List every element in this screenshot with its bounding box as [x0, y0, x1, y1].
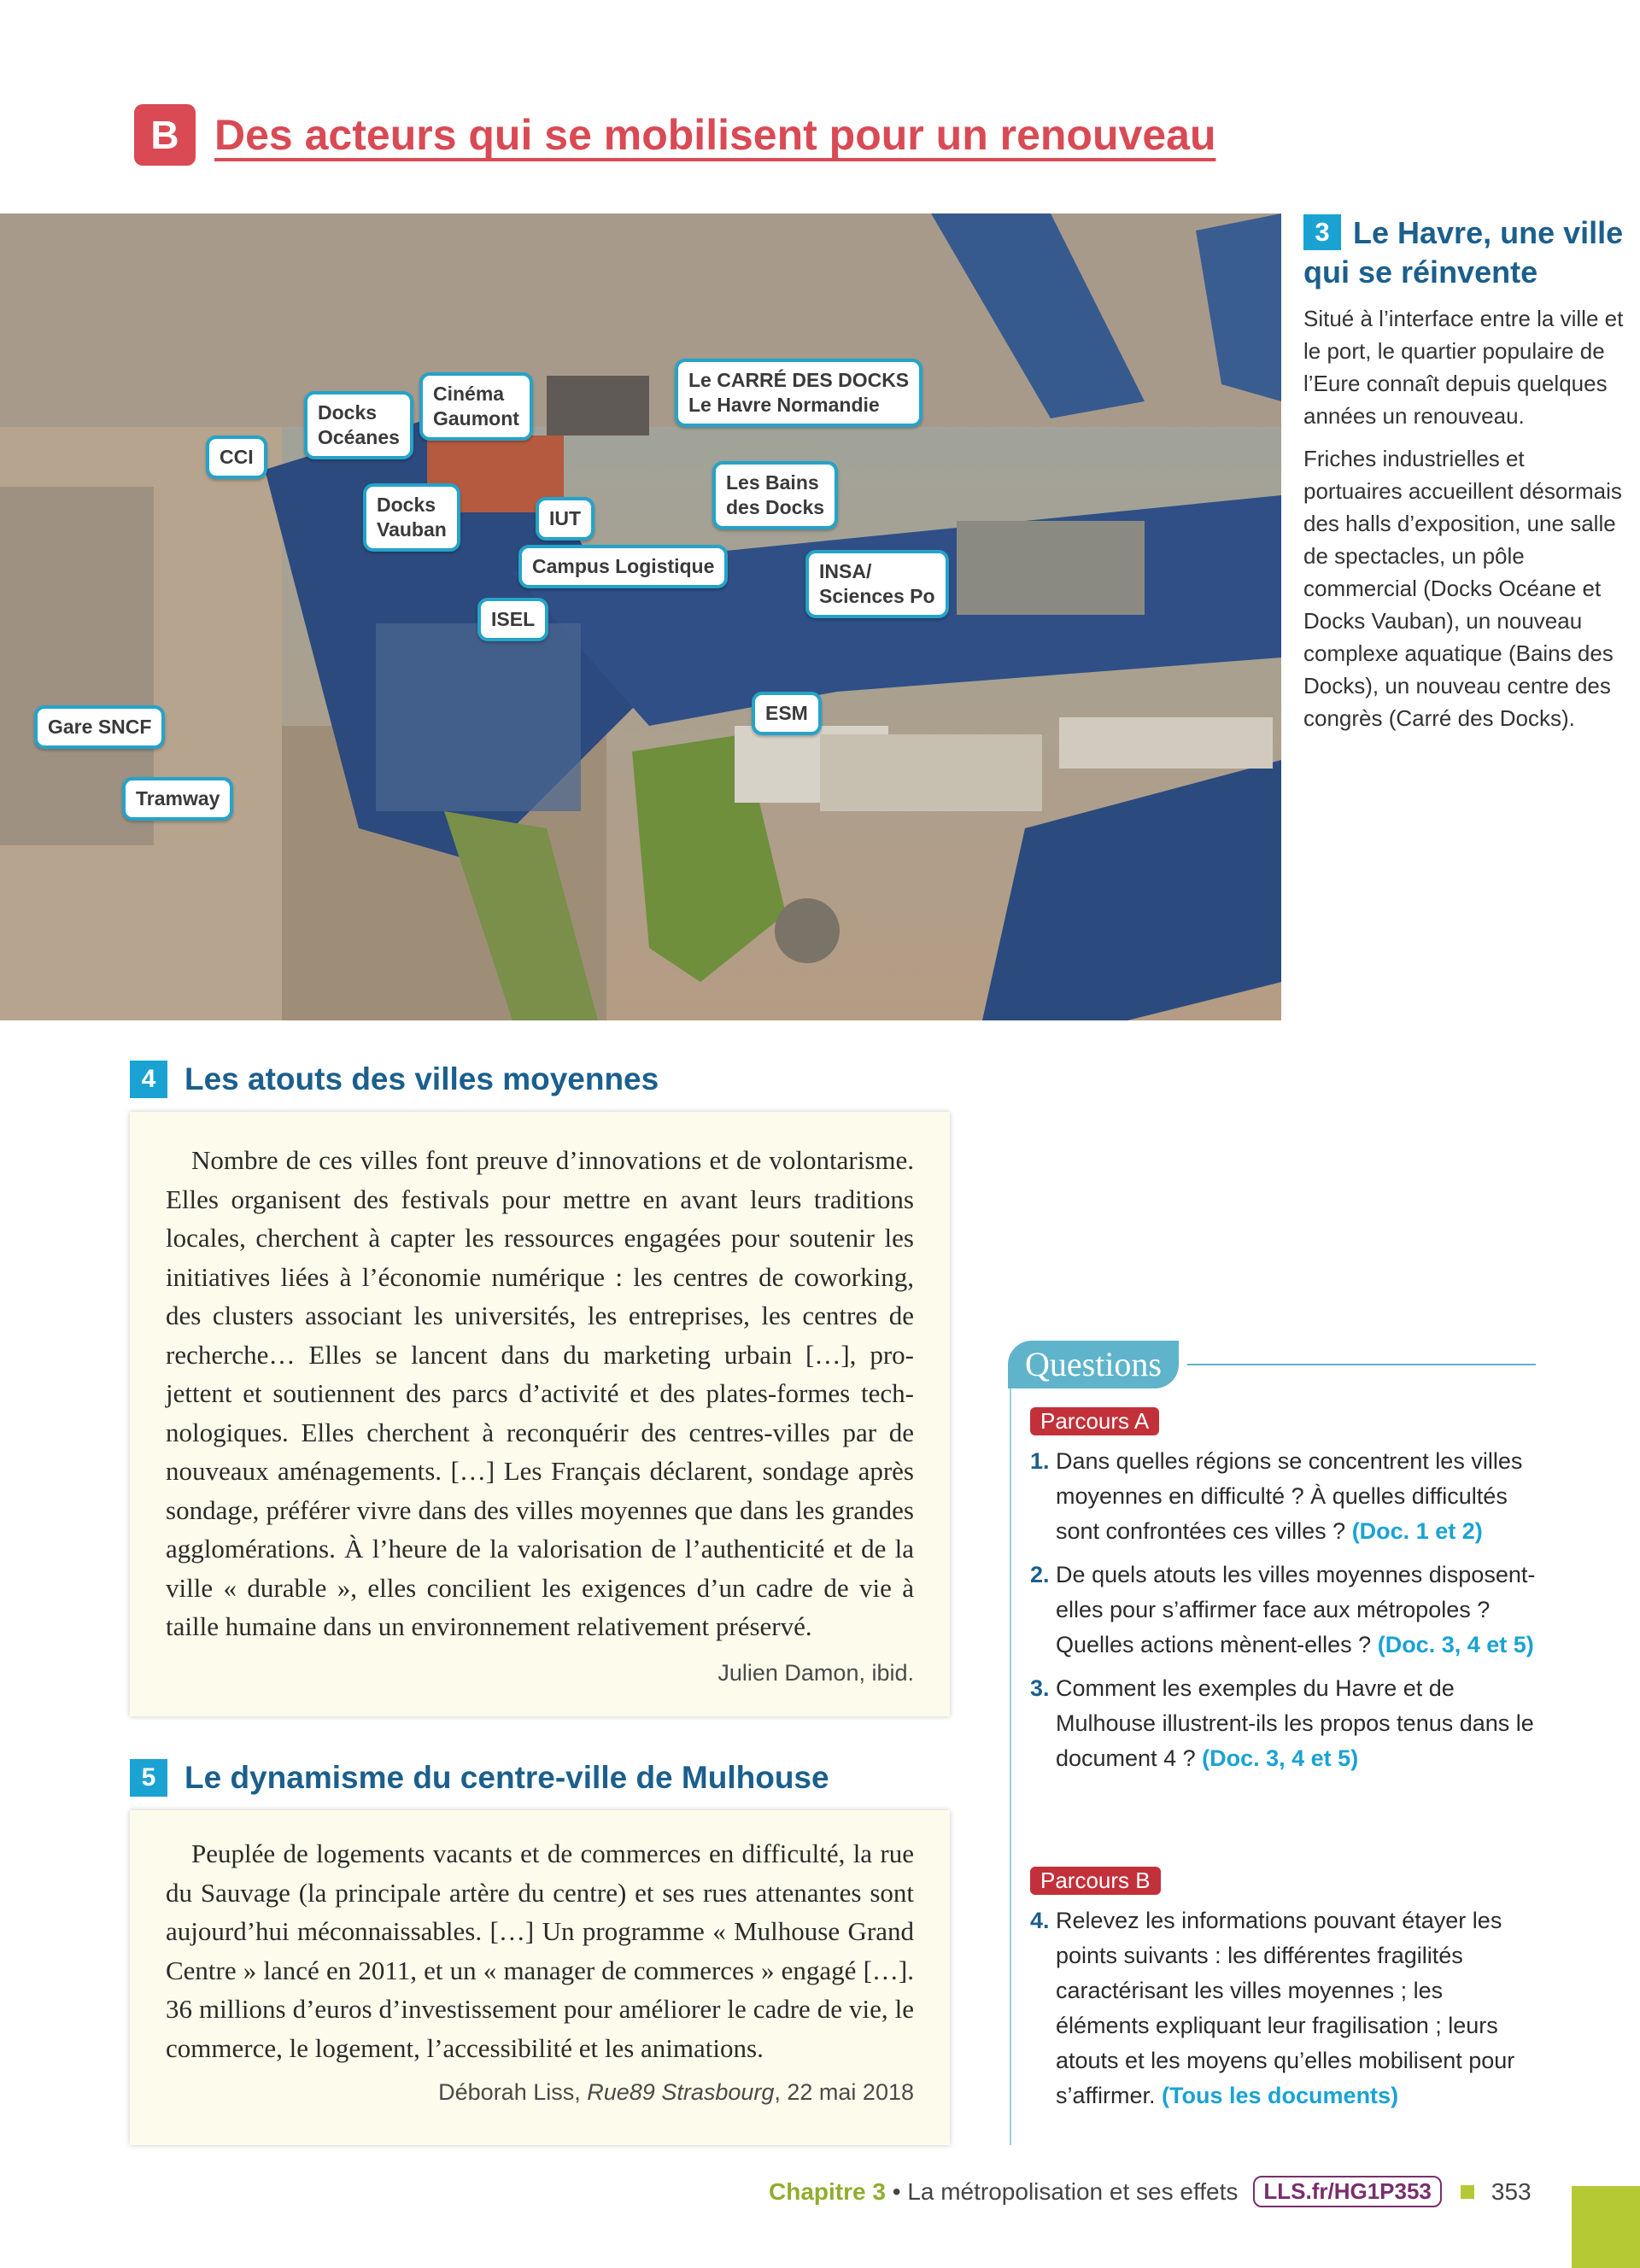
questions-rule — [1187, 1364, 1536, 1365]
doc4-source: Julien Damon, ibid. — [718, 1659, 914, 1686]
doc5-number: 5 — [130, 1759, 167, 1797]
doc5-source-author: Déborah Liss, — [438, 2079, 581, 2105]
parcours-a-badge: Parcours A — [1030, 1407, 1159, 1435]
photo-label-docks-vauban: Docks Vauban — [363, 483, 460, 552]
question-2-ref: (Doc. 3, 4 et 5) — [1377, 1632, 1534, 1657]
photo-label-insa-sciences-po: INSA/ Sciences Po — [805, 550, 949, 618]
doc5-source-date: , 22 mai 2018 — [774, 2079, 914, 2105]
question-3 — [1030, 1671, 1543, 1776]
aerial-photo-le-havre — [0, 213, 1281, 1020]
questions-side-rule — [1010, 1388, 1011, 2145]
question-4-number: 4. — [1030, 1908, 1050, 1933]
doc4-number: 4 — [130, 1061, 167, 1098]
doc5-title: Le dynamisme du centre-ville de Mulhouse — [184, 1760, 829, 1795]
question-1-ref: (Doc. 1 et 2) — [1351, 1518, 1483, 1544]
photo-label-bains-des-docks: Les Bains des Docks — [712, 461, 838, 529]
doc3-number: 3 — [1303, 214, 1341, 250]
question-3-number: 3. — [1030, 1675, 1050, 1701]
doc3-caption — [1303, 213, 1628, 734]
photo-label-cci: CCI — [206, 435, 267, 479]
questions-parcours-a — [1030, 1407, 1543, 1776]
doc4-header — [130, 1061, 659, 1098]
section-header — [134, 104, 1216, 166]
question-2-text: De quels atouts les villes moyennes disposent-elles pour s’affirmer face aux métropoles ? Quelles actions mènent-elles ? — [1056, 1562, 1536, 1657]
doc3-paragraph-2: Friches industrielles et portuaires accueillent désormais des halls d’exposition, une salle de spectacles, un pôle commercial (Docks Océane et Docks Vauban), un nouveau complexe aquatique (Bains des Docks), un nouveau centre des congrès (Carré des Docks). — [1303, 446, 1622, 731]
footer-subject: La métropolisation et ses effets — [907, 2177, 1239, 2205]
footer-chapter: Chapitre 3 — [769, 2177, 886, 2205]
page-number: 353 — [1491, 2177, 1532, 2205]
doc4-text: Nombre de ces villes font preuve d’innovations et de volontarisme. Elles organisent des festivals pour mettre en avant leurs traditions locales, cherchent à capter les ressources engagées pour soutenir les initiatives liées à l’économie numérique : les centres de coworking, des clusters associant les universités, les entreprises, les centres de recherche… Elles se lancent dans du marketing urbain […], pro-jettent et soutiennent des parcs d’activité et des plates-formes tech-nologiques. Elles cherchent à reconquérir des centres-villes par de nouveaux aménagements. […] Les Français déclarent, sondage après sondage, préférer vivre dans des villes moyennes que dans les grandes agglomérations. À l’heure de la valorisation de l’authenticité et de la ville « durable », elles concilient les exigences d’un cadre de vie à taille humaine dans un environnement relativement préservé. — [166, 1145, 914, 1641]
questions-parcours-b — [1030, 1867, 1543, 2113]
doc3-paragraph-1: Situé à l’interface entre la ville et le port, le quartier populaire de l’Eure connaît depuis quelques années un renouveau. — [1303, 306, 1624, 429]
section-title: Des acteurs qui se mobilisent pour un renouveau — [214, 111, 1216, 159]
doc4-text-box — [130, 1112, 950, 1716]
photo-label-esm: ESM — [752, 692, 822, 735]
question-3-text: Comment les exemples du Havre et de Mulhouse illustrent-ils les propos tenus dans le document 4 ? — [1056, 1675, 1534, 1771]
photo-label-docks-oceanes: Docks Océanes — [304, 391, 413, 459]
photo-label-tramway: Tramway — [122, 777, 233, 821]
photo-label-gare-sncf: Gare SNCF — [34, 705, 165, 749]
doc5-source — [166, 2079, 914, 2106]
doc3-title — [1303, 213, 1628, 292]
doc5-source-title: Rue89 Strasbourg — [587, 2079, 775, 2105]
question-1 — [1030, 1444, 1543, 1549]
question-2 — [1030, 1558, 1543, 1663]
doc5-text-box — [130, 1810, 950, 2145]
footer-square-icon — [1461, 2185, 1474, 2199]
question-4 — [1030, 1903, 1543, 2113]
question-3-ref: (Doc. 3, 4 et 5) — [1202, 1745, 1359, 1771]
question-1-text: Dans quelles régions se concentrent les villes moyennes en difficulté ? À quelles difficultés sont confrontées ces villes ? — [1056, 1448, 1523, 1544]
page-footer — [769, 2176, 1532, 2207]
photo-label-campus-logistique: Campus Logistique — [518, 545, 728, 588]
question-2-number: 2. — [1030, 1562, 1050, 1587]
question-4-text: Relevez les informations pouvant étayer les points suivants : les différentes fragilités caractérisant les villes moyennes ; les éléments expliquant leur fragilisation ; leurs atouts et les moyens qu’elles mobilisent pour s’affirmer. — [1056, 1908, 1515, 2108]
doc3-title-text: Le Havre, une ville qui se réinvente — [1303, 215, 1624, 289]
photo-label-cinema-gaumont: Cinéma Gaumont — [419, 372, 533, 441]
section-letter: B — [134, 104, 196, 166]
photo-label-isel: ISEL — [477, 598, 548, 641]
doc5-text: Peuplée de logements vacants et de commerces en difficulté, la rue du Sauvage (la principale artère du centre) et ses rues attenantes sont aujourd’hui méconnaissables. […] Un programme « Mulhouse Grand Centre » lancé en 2011, et un « manager de commerces » engagé […]. 36 millions d’euros d’investissement pour améliorer le cadre de vie, le commerce, le logement, l’accessibilité et les animations. — [166, 1838, 914, 2063]
parcours-b-badge: Parcours B — [1030, 1867, 1161, 1895]
questions-heading: Questions — [1008, 1341, 1179, 1388]
question-1-number: 1. — [1030, 1448, 1050, 1474]
photo-label-iut: IUT — [536, 497, 594, 541]
aerial-photo-illustration — [0, 213, 1281, 1020]
photo-label-carre-des-docks: Le CARRÉ DES DOCKS Le Havre Normandie — [675, 359, 922, 427]
footer-link[interactable]: LLS.fr/HG1P353 — [1253, 2176, 1442, 2207]
footer-separator: • — [885, 2177, 908, 2205]
doc4-title: Les atouts des villes moyennes — [184, 1061, 659, 1096]
page-edge-tab — [1572, 2186, 1640, 2268]
question-4-ref: (Tous les documents) — [1162, 2083, 1399, 2108]
doc5-header — [130, 1759, 829, 1797]
